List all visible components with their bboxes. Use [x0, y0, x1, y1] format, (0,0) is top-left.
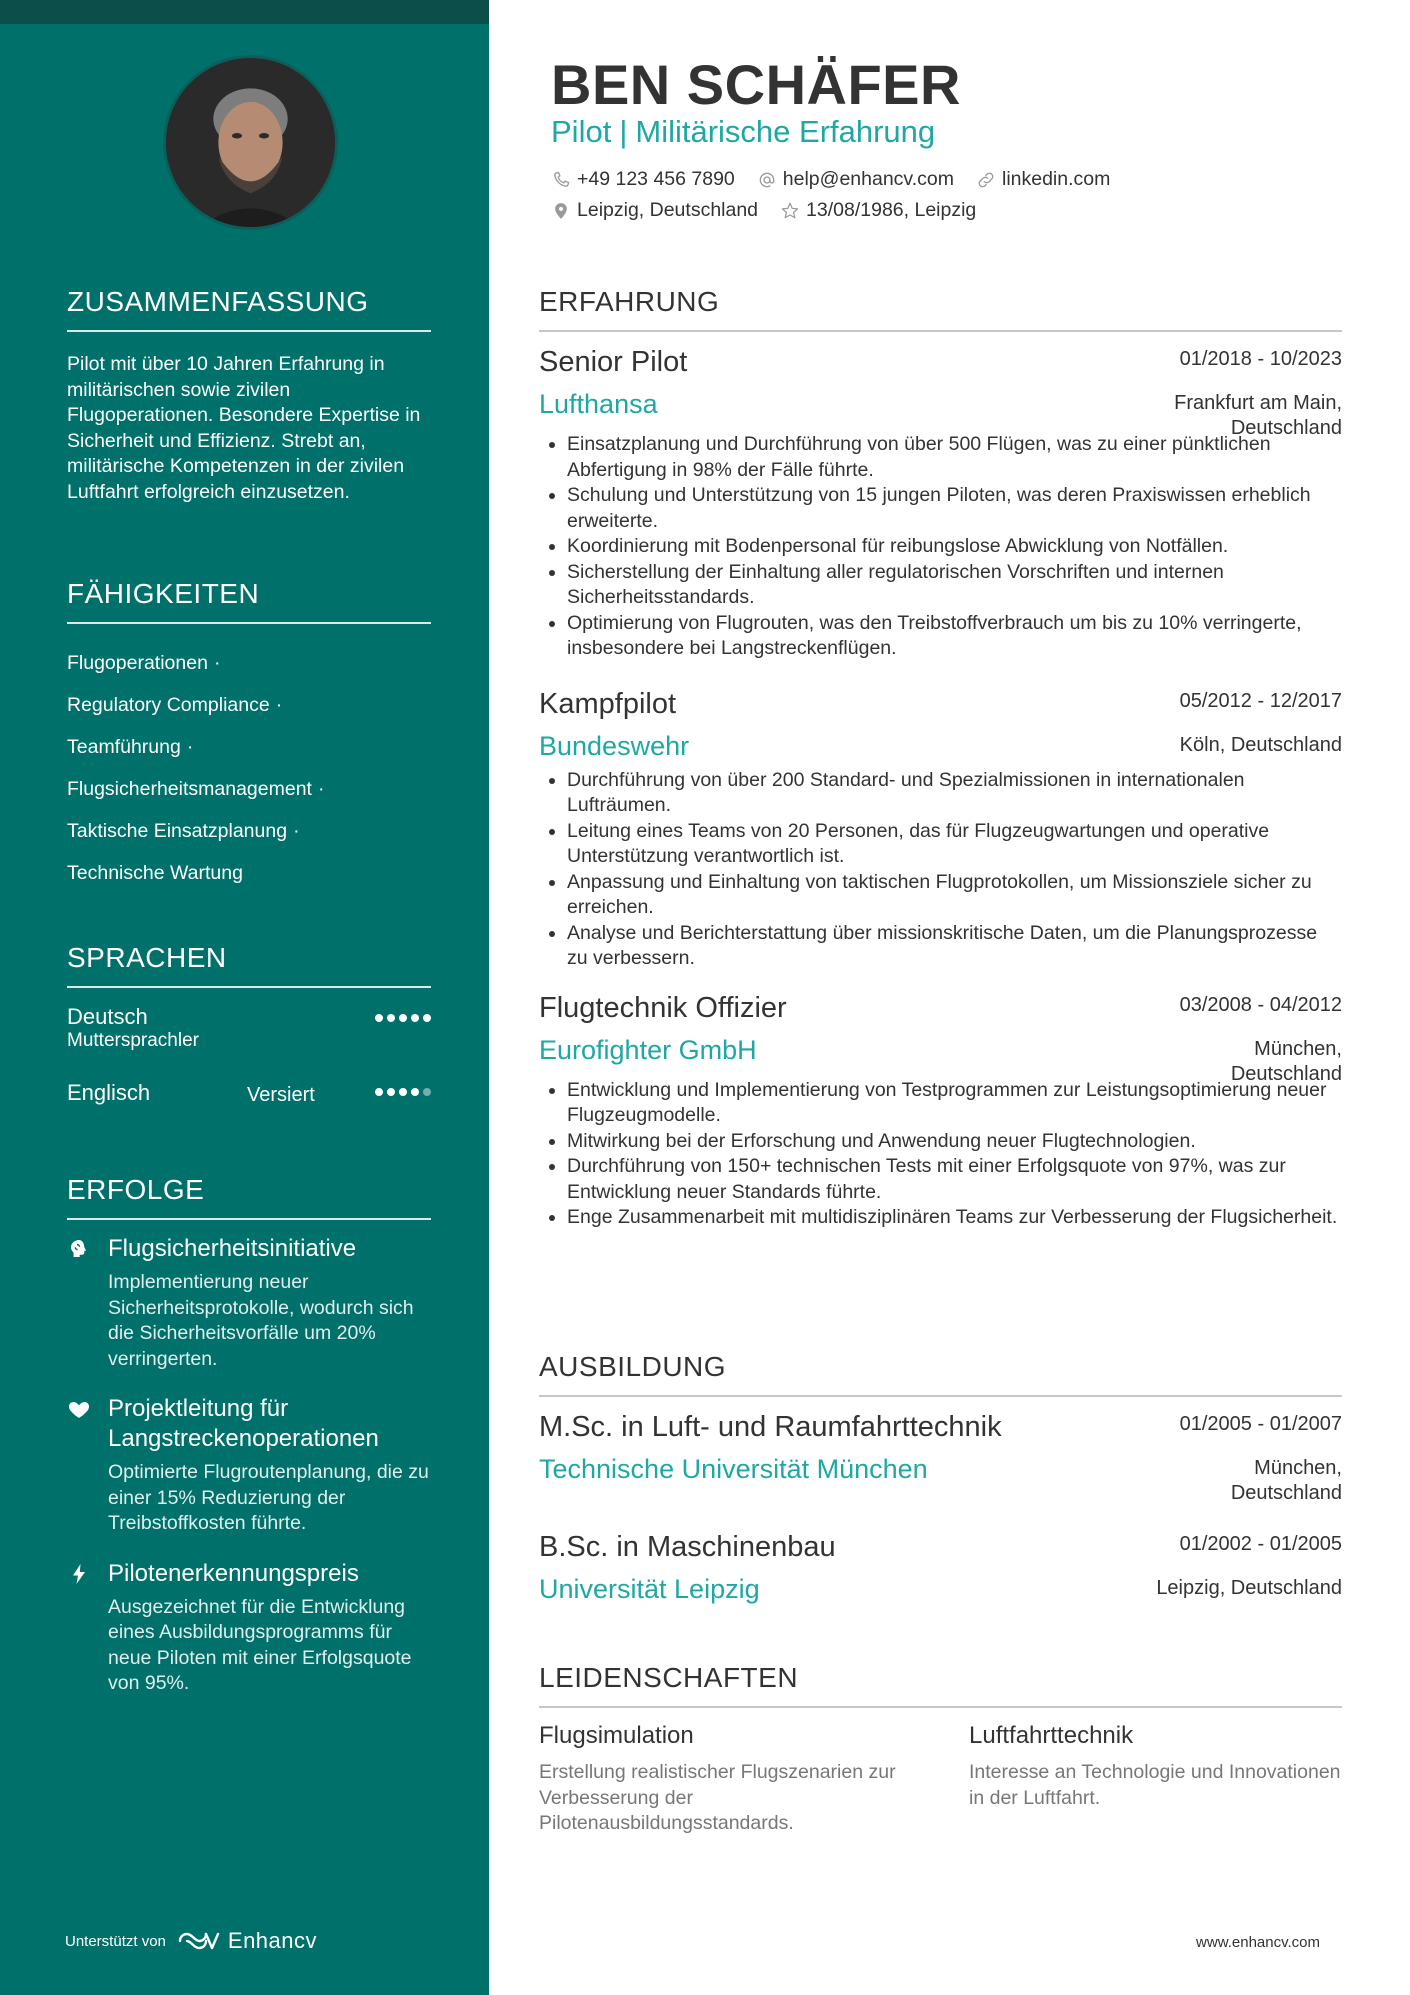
language-name: Deutsch — [67, 1004, 148, 1029]
passions-section — [539, 1662, 1342, 1837]
education-entry — [539, 1531, 1342, 1605]
phone-contact[interactable] — [551, 168, 735, 191]
bullet-item: • Analyse und Berichterstattung über missionskritische Daten, um die Planungsprozesse zu verbessern. — [567, 921, 1342, 972]
phone-text: +49 123 456 7890 — [577, 168, 735, 190]
achievement-title: Projektleitung für Langstreckenoperationen — [108, 1395, 379, 1452]
achievement-description: Implementierung neuer Sicherheitsprotokolle, wodurch sich die Sicherheitsvorfälle um 20% verringerten. — [108, 1271, 414, 1370]
job-title: Senior Pilot — [539, 346, 688, 378]
avatar-portrait — [166, 58, 335, 227]
bullet-item: • Durchführung von über 200 Standard- und Spezialmissionen in internationalen Lufträumen. — [567, 768, 1342, 819]
school: Technische Universität München — [539, 1454, 928, 1484]
achievement-item — [67, 1559, 431, 1697]
location-text: Leipzig, Deutschland — [577, 199, 759, 221]
bullet-item: • Entwicklung und Implementierung von Testprogrammen zur Leistungsoptimierung neuer Flugzeugmodelle. — [567, 1078, 1342, 1129]
language-name: Englisch — [67, 1080, 151, 1105]
rating-dot — [375, 1088, 383, 1096]
bullet-item: • Anpassung und Einhaltung von taktischen Flugprotokollen, um Missionsziele sicher zu erreichen. — [567, 870, 1342, 921]
language-row — [67, 1070, 431, 1124]
education-location: München, Deutschland — [1230, 1457, 1342, 1504]
bullet-item: • Koordinierung mit Bodenpersonal für reibungslose Abwicklung von Notfällen. — [567, 534, 1342, 560]
passions-heading: LEIDENSCHAFTEN — [539, 1662, 1342, 1708]
link-icon — [976, 170, 996, 190]
job-entry — [539, 346, 1342, 662]
achievement-title: Flugsicherheitsinitiative — [108, 1235, 357, 1262]
language-level: Versiert — [247, 1084, 315, 1106]
rating-dot — [411, 1014, 419, 1022]
job-dates: 03/2008 - 04/2012 — [1179, 993, 1342, 1016]
summary-heading: ZUSAMMENFASSUNG — [67, 286, 431, 332]
title-divider: | — [619, 114, 628, 149]
sidebar-top-bar — [0, 0, 489, 24]
bullet-item: • Durchführung von 150+ technischen Tests mit einer Erfolgsquote von 97%, was zur Entwicklung neuer Standards führte. — [567, 1154, 1342, 1205]
bullet-item: • Einsatzplanung und Durchführung von über 500 Flügen, was zu einer pünktlichen Abfertigung in 98% der Fälle führte. — [567, 432, 1342, 483]
achievements-heading: ERFOLGE — [67, 1174, 431, 1220]
achievement-title: Pilotenerkennungspreis — [108, 1559, 359, 1587]
email-contact[interactable] — [757, 168, 954, 191]
candidate-name: BEN SCHÄFER — [551, 53, 961, 116]
rating-dot — [399, 1088, 407, 1096]
bullet-item: • Optimierung von Flugrouten, was den Treibstoffverbrauch um bis zu 10% verringerte, insbesondere bei Langstreckenflügen. — [567, 611, 1342, 662]
skill-item: Flugsicherheitsmanagement · — [67, 778, 325, 800]
job-location: München, Deutschland — [1230, 1037, 1342, 1085]
passion-title: Luftfahrttechnik — [969, 1722, 1134, 1749]
website-contact[interactable] — [976, 168, 1110, 191]
education-entry — [539, 1411, 1342, 1504]
rating-dot — [387, 1088, 395, 1096]
skill-item: Teamführung · — [67, 736, 194, 758]
bullet-item: • Leitung eines Teams von 20 Personen, das für Flugzeugwartungen und operative Unterstützung verantwortlich ist. — [567, 819, 1342, 870]
job-title: Kampfpilot — [539, 687, 677, 720]
footer-url[interactable]: www.enhancv.com — [1196, 1934, 1320, 1951]
education-dates: 01/2005 - 01/2007 — [1179, 1413, 1342, 1435]
rating-dot — [423, 1014, 431, 1022]
language-rating — [375, 1014, 431, 1022]
passion-item — [969, 1722, 1341, 1837]
bullet-item: • Schulung und Unterstützung von 15 jungen Piloten, was deren Praxiswissen erheblich erweiterte. — [567, 483, 1342, 534]
job-title: Flugtechnik Offizier — [539, 991, 787, 1024]
experience-heading: ERFAHRUNG — [539, 286, 1342, 332]
skills-heading: FÄHIGKEITEN — [67, 578, 431, 624]
bolt-icon — [67, 1562, 91, 1586]
achievements-section — [67, 1174, 431, 1697]
powered-by — [65, 1928, 317, 1954]
summary-section — [67, 286, 431, 505]
achievement-item — [67, 1234, 431, 1372]
job-entry — [539, 688, 1342, 972]
languages-heading: SPRACHEN — [67, 942, 431, 988]
candidate-title — [551, 114, 935, 150]
job-location: Köln, Deutschland — [1179, 733, 1342, 756]
degree: M.Sc. in Luft- und Raumfahrttechnik — [539, 1411, 1002, 1443]
phone-icon — [551, 170, 571, 190]
skill-list — [67, 642, 431, 894]
job-company: Bundeswehr — [539, 730, 690, 761]
passion-item — [539, 1722, 911, 1837]
rating-dot — [399, 1014, 407, 1022]
school: Universität Leipzig — [539, 1574, 760, 1604]
birth-contact — [780, 199, 976, 222]
heart-icon — [67, 1397, 91, 1421]
bullet-item: • Mitwirkung bei der Erforschung und Anwendung neuer Flugtechnologien. — [567, 1129, 1342, 1155]
role: Pilot — [551, 114, 612, 149]
skills-section — [67, 578, 431, 894]
experience-section — [539, 286, 1342, 1231]
education-dates: 01/2002 - 01/2005 — [1179, 1533, 1342, 1555]
achievement-description: Optimierte Flugroutenplanung, die zu einer 15% Reduzierung der Treibstoffkosten führte. — [108, 1461, 429, 1534]
language-row — [67, 1004, 431, 1070]
passion-description: Erstellung realistischer Flugszenarien zur Verbesserung der Pilotenausbildungsstandards. — [539, 1761, 896, 1834]
education-section — [539, 1351, 1342, 1605]
skill-item: Taktische Einsatzplanung · — [67, 820, 300, 842]
contact-info — [551, 168, 1110, 230]
job-company: Eurofighter GmbH — [539, 1034, 757, 1065]
language-level: Muttersprachler — [67, 1030, 199, 1051]
brain-icon — [67, 1237, 91, 1261]
job-company: Lufthansa — [539, 389, 658, 419]
job-location: Frankfurt am Main, Deutschland — [1174, 392, 1342, 439]
website-text: linkedin.com — [1001, 168, 1111, 190]
job-dates: 01/2018 - 10/2023 — [1179, 348, 1342, 370]
rating-dot — [387, 1014, 395, 1022]
passion-description: Interesse an Technologie und Innovationen in der Luftfahrt. — [969, 1761, 1341, 1809]
rating-dot — [375, 1014, 383, 1022]
education-heading: AUSBILDUNG — [539, 1351, 1342, 1397]
avatar — [163, 55, 338, 230]
powered-by-label: Unterstützt von — [65, 1932, 166, 1950]
rating-dot — [423, 1088, 431, 1096]
languages-section — [67, 942, 431, 1124]
achievement-description: Ausgezeichnet für die Entwicklung eines Ausbildungsprogramms für neue Piloten mit einer Erfolgsquote von 95%. — [108, 1595, 412, 1694]
achievement-item — [67, 1394, 431, 1537]
infinity-logo-icon — [176, 1929, 222, 1953]
language-rating — [375, 1088, 431, 1096]
location-contact — [551, 199, 758, 222]
job-bullets — [539, 768, 1342, 972]
education-location: Leipzig, Deutschland — [1156, 1577, 1342, 1599]
summary-text: Pilot mit über 10 Jahren Erfahrung in militärischen sowie zivilen Flugoperationen. Besondere Expertise in Sicherheit und Effizienz. Strebt an, militärische Kompetenzen in der zivilen Luftfahrt erfolgreich einzusetzen. — [67, 353, 421, 503]
role-detail: Militärische Erfahrung — [635, 114, 936, 149]
at-icon — [757, 170, 777, 190]
skill-item: Technische Wartung — [67, 862, 243, 884]
passion-title: Flugsimulation — [539, 1722, 694, 1749]
email-text: help@enhancv.com — [782, 168, 954, 190]
degree: B.Sc. in Maschinenbau — [539, 1531, 836, 1563]
enhancv-logo[interactable] — [176, 1928, 317, 1954]
job-bullets — [539, 1078, 1342, 1231]
rating-dot — [411, 1088, 419, 1096]
location-pin-icon — [551, 201, 571, 221]
job-bullets — [539, 432, 1342, 662]
birth-text: 13/08/1986, Leipzig — [806, 199, 977, 221]
skill-item: Flugoperationen · — [67, 652, 221, 674]
brand-name: Enhancv — [227, 1928, 318, 1953]
star-icon — [780, 201, 800, 221]
job-entry — [539, 992, 1342, 1231]
job-dates: 05/2012 - 12/2017 — [1179, 689, 1342, 712]
skill-item: Regulatory Compliance · — [67, 694, 283, 716]
bullet-item: • Enge Zusammenarbeit mit multidisziplinären Teams zur Verbesserung der Flugsicherheit. — [567, 1205, 1342, 1231]
sidebar — [0, 0, 489, 1995]
bullet-item: • Sicherstellung der Einhaltung aller regulatorischen Vorschriften und internen Sicherheitsstandards. — [567, 560, 1342, 611]
